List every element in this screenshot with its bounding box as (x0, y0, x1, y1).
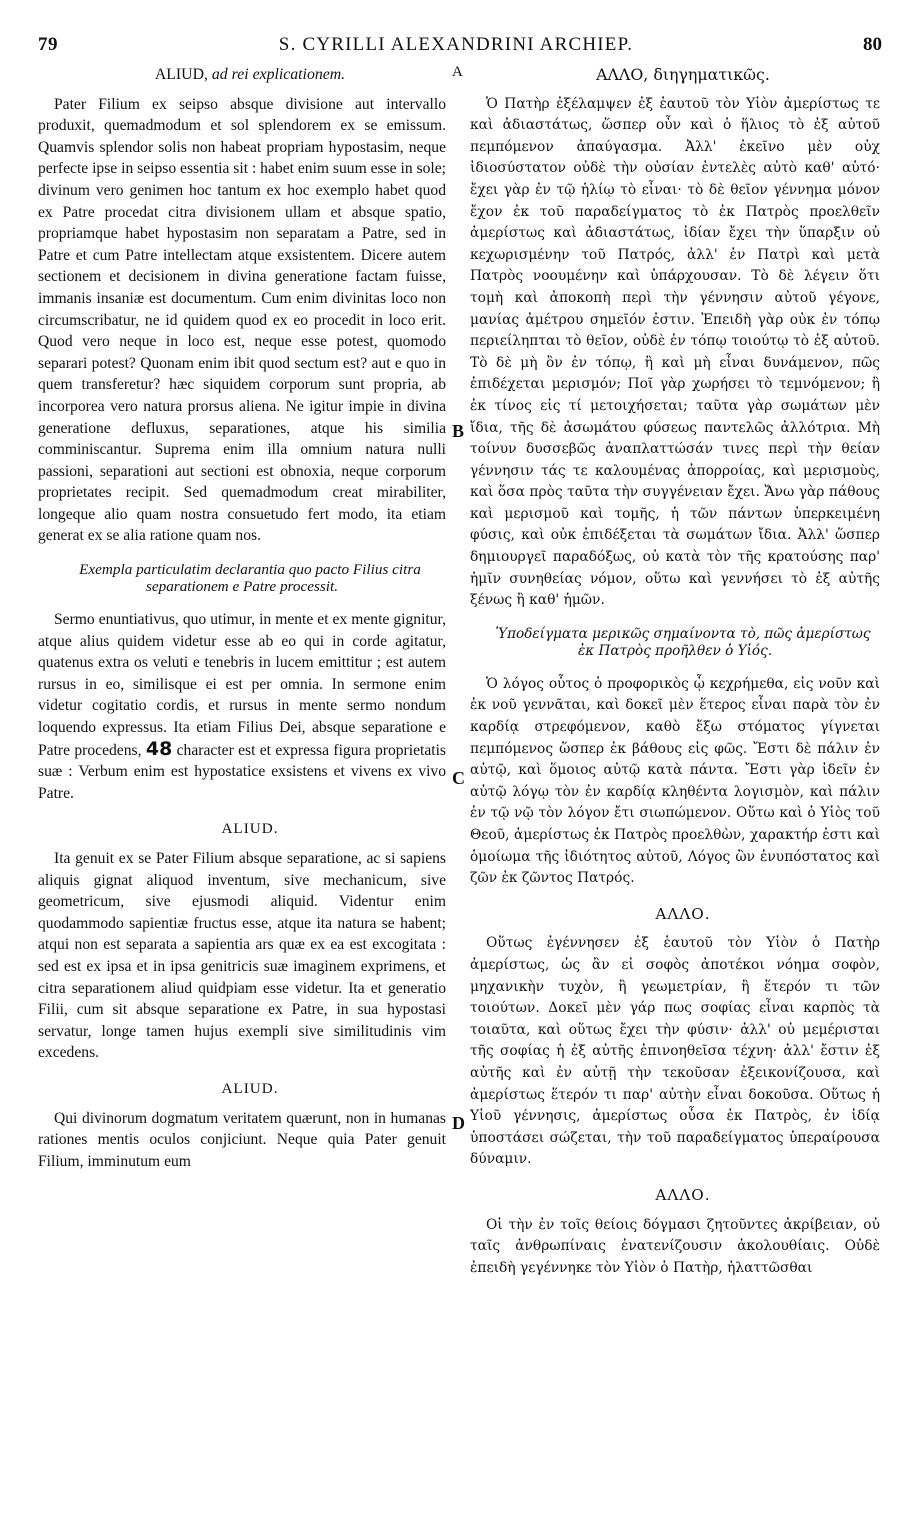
page-header (30, 34, 882, 58)
latin-aliud-heading-2: ALIUD. (221, 1079, 279, 1097)
greek-paragraph-2: Ὁ λόγος οὗτος ὁ προφορικὸς ᾧ κεχρήμεθα, εἰς νοῦν καὶ ἐκ νοῦ γεννᾶται, καὶ δοκεῖ μὲν ἕτερος εἶναι παρὰ τὸν ἐν καρδίᾳ στρεφόμενον, καθὸ ἔξω στόματος γίγνεται πεμπόμενος ὥσπερ ἐκ βάθους εἰς φῶς. Ἔστι δὲ πάλιν ἐν αὐτῷ, καὶ ὅμοιος αὐτῷ κατὰ πάντα. Ἔστι γὰρ ἰδεῖν ἐν αὐτῷ λόγῳ τὸν ἐν καρδίᾳ κληθέντα λογισμὸν, καὶ πάλιν ἐν τῷ νῷ τὸν λόγον ἔτι σιωπώμενον. Οὕτω καὶ ὁ Υἱὸς τοῦ Θεοῦ, ἀμερίστως ἐκ Πατρὸς προελθὼν, χαρακτήρ ἐστι καὶ ὁμοίωμα τῆς ἰδιότητος αὐτοῦ, Λόγος ὢν ἐνυπόστατος καὶ ζῶν ἐκ ζῶντος Πατρός. (470, 675, 880, 887)
greek-section-title: ΑΛΛΟ, διηγηματικῶς. (596, 65, 770, 84)
latin-paragraph-2: Sermo enuntiativus, quo utimur, in mente et ex mente gignitur, atque alius quidem videtur esse ab eo qui in corde agitatur, quatenus extra os veluti e tenebris in lucem emittitur ; est autem rursus in eo, similisque ei est per omnia. In sermone enim videtur cogitatio cordis, et rursus in mente sermo nondum loquendo expressus. Ita etiam Filius Dei, absque separatione e Patre procedens, 48 character est et expressa figura proprietatis suæ : Verbum enim est hypostatice exsistens et vivens ex vivo Patre. (38, 611, 446, 802)
latin-paragraph-1: Pater Filium ex seipso absque divisione aut intervallo produxit, quemadmodum et sol splendorem ex se emissum. Quamvis splendor solis non habeat propriam hypostasim, neque perfecte ipse in seipso essentia sit : habet enim suum esse in sole; divinum vero genimen hoc tantum ex hoc exemplo habet quod ex Patre procedat citra divisionem ullam et absque spatio, propriamque habet hypostasim non separatam a Patre, sed in Patre et cum Patre intellectam atque exsistentem. Dicere autem sectionem et decisionem in divina generatione factam fuisse, immanis insaniæ est documentum. Cum enim divinitas loco non circumscribatur, ne id quidem quod ex eo procedit in loco erit. Quod vero neque in loco est, neque esse potest, quomodo separari potest? Quonam enim ibit quod sectum est? aut e quo in quem transferetur? hæc siquidem corporum sunt propria, ab incorporea vero natura prorsus aliena. Ne igitur impie in divina generatione defluxus, separationes, atque his similia comminiscantur. Suprema enim illa omnium natura nulli passioni, separationi aut sectioni est obnoxia, neque corporum proprietates recipit. Sed quemadmodum creat mirabiliter, longeque alio quam nostra consuetudo fert modo, ita etiam generat ex se alia ratione quam nos. (38, 95, 446, 545)
greek-allo-heading-1: ΑΛΛΟ. (655, 904, 711, 923)
latin-paragraph-3: Ita genuit ex se Pater Filium absque separatione, ac si sapiens aliquis gignat aliquod inventum, sive mechanicum, sive geometricum, sive ejusmodi aliquid. Videntur enim quodammodo sapientiæ fructus esse, atque ita natura se habent; atqui non est separata a sapientia ars quæ ex ea est excogitata : sed est ex ipsa et in ipsa genitricis suæ imaginem exprimens, et citra separationem aliud quidpiam esse videtur. Ita et generatio Filii, cum sit absque separatione ex Patre, in sua hypostasi servatur, longe tamen hujus exempli sive similitudinis vim excedens. (38, 850, 446, 1062)
greek-paragraph-3: Οὕτως ἐγέννησεν ἐξ ἑαυτοῦ τὸν Υἱὸν ὁ Πατὴρ ἀμερίστως, ὡς ἂν εἰ σοφὸς ἀποτέκοι νόημα σοφὸν, μηχανικὴν τυχὸν, ἢ γεωμετρίαν, ἢ ἕτερόν τι τῶν τοιούτων. Δοκεῖ μὲν γάρ πως σοφίας εἶναι καρπὸς τὰ τοιαῦτα, καὶ οὕτως ἔχει τὴν φύσιν· ἀλλ' οὐ μεμέρισται τῆς σοφίας ἡ ἐξ αὐτῆς ἐπινοηθεῖσα τέχνη· ἀλλ' ἔστιν ἐξ αὐτῆς καὶ ἐν αὐτῇ τὴν τεκοῦσαν ἐξεικονίζουσα, καὶ ἀμερίστως ἕτερόν τι παρ' αὐτὴν εἶναι δοκοῦσα. Οὕτως ἡ Υἱοῦ γέννησις, ἀμερίστως οὖσα ἐκ Πατρὸς, ἐν ἰδίᾳ ὑποστάσει σώζεται, τὴν τοῦ παραδείγματος ὑπεραίρουσα δύναμιν. (470, 935, 880, 1168)
page-number-left: 79 (38, 34, 58, 55)
latin-column (38, 64, 446, 1172)
greek-allo-heading-2: ΑΛΛΟ. (655, 1185, 711, 1204)
greek-column (470, 64, 880, 1279)
latin-subheading: Exempla particulatim declarantia quo pacto Filius citra separationem e Patre processit. (79, 561, 421, 596)
latin-paragraph-4: Qui divinorum dogmatum veritatem quærunt, non in humanas rationes mentis oculos conjiciunt. Neque quia Pater genuit Filium, imminutum eum (38, 1109, 446, 1170)
margin-letter-c: C (452, 768, 465, 788)
greek-paragraph-4: Οἱ τὴν ἐν τοῖς θείοις δόγμασι ζητοῦντες ἀκρίβειαν, οὐ ταῖς ἀνθρωπίναις ἐνατενίζουσιν ἀκολουθίαις. Οὐδὲ ἐπειδὴ γεγέννηκε τὸν Υἱὸν ὁ Πατὴρ, ἠλαττῶσθαι (470, 1216, 880, 1276)
column-number-marker: 48 (145, 737, 173, 760)
page-number-right: 80 (863, 34, 882, 55)
latin-section-title: ALIUD, ad rei explicationem. (154, 66, 346, 83)
latin-aliud-heading-1: ALIUD. (221, 820, 279, 838)
running-title: S. CYRILLI ALEXANDRINI ARCHIEP. (278, 34, 634, 55)
greek-subheading: Ὑποδείγματα μερικῶς σημαίνοντα τὸ, πῶς ἀμερίστως ἐκ Πατρὸς προῆλθεν ὁ Υἱός. (495, 625, 871, 659)
greek-paragraph-1: Ὁ Πατὴρ ἐξέλαμψεν ἐξ ἑαυτοῦ τὸν Υἱὸν ἀμερίστως τε καὶ ἀδιαστάτως, ὥσπερ οὖν καὶ ὁ ἥλιος τὸ ἐξ αὐτοῦ πεμπόμενον ἀπαύγασμα. Ἀλλ' ἐκεῖνο μὲν οὐχ ἰδιοσύστατον οὐδὲ τὴν οὐσίαν ἐντελὲς αὐτὸ καθ' αὑτό· ἔχει γὰρ ἐν τῷ ἡλίῳ τὸ εἶναι· τὸ δὲ θεῖον γέννημα μόνον ἔχον ἐκ τοῦ παραδείγματος τὸ ἐκ Πατρὸς προελθεῖν ἀμερίστως καὶ ἀδιαστάτως, ἰδίαν ἔχει τὴν ὕπαρξιν οὐ κεχωρισμένην τοῦ Πατρός, ἀλλ' ἐν Πατρὶ καὶ μετὰ Πατρὸς νοουμένην καὶ ὑπάρχουσαν. Τὸ δὲ λέγειν ὅτι τομὴ καὶ ἀποκοπὴ περὶ τὴν γέννησιν αὐτοῦ γέγονε, μανίας ἀμέτρου σημεῖόν ἐστιν. Ἐπειδὴ γὰρ οὐκ ἐν τόπῳ περιείληπται τὸ θεῖον, οὐδὲ ἐν τόπῳ τοιούτῳ τὸ ἐξ αὐτοῦ. Τὸ δὲ μὴ ὂν ἐν τόπῳ, ἢ καὶ μὴ εἶναι δυνάμενον, πῶς ἐπιδέχεται μερισμόν; Ποῖ γὰρ χωρήσει τὸ τεμνόμενον; ἢ ἐκ τίνος εἰς τί μετοιχήσεται; ταῦτα γὰρ σωμάτων μὲν ἴδια, τῆς δὲ ἀσωμάτου φύσεως παντελῶς ἀλλότρια. Μὴ τοίνυν δυσσεβῶς ἀναπλαττώσάν τινες περὶ τὴν θείαν γέννησιν τάς τε καλουμένας ἀπορροίας, καὶ μερισμοὺς, καὶ ὅσα πρὸς ταῦτα τὴν συγγένειαν ἔχει. Ἄνω γὰρ πάθους καὶ μερισμοῦ καὶ τομῆς, ἡ τῶν πάντων ὑπερκειμένη φύσις, καὶ οὐκ ἐπιδέξεται τὰ σωμάτων ἴδια. Ἀλλ' ὥσπερ δημιουργεῖ παραδόξως, οὐ κατὰ τὸν τῆς κρατούσης παρ' ἡμῖν συνηθείας νόμον, οὕτω καὶ γεννήσει τὸ ἐξ αὐτῆς ξένως ἢ καθ' ἡμῶν. (470, 95, 880, 609)
margin-letter-d: D (452, 1113, 465, 1133)
margin-letter-b: B (452, 421, 465, 441)
margin-letter-a: A (452, 64, 463, 80)
